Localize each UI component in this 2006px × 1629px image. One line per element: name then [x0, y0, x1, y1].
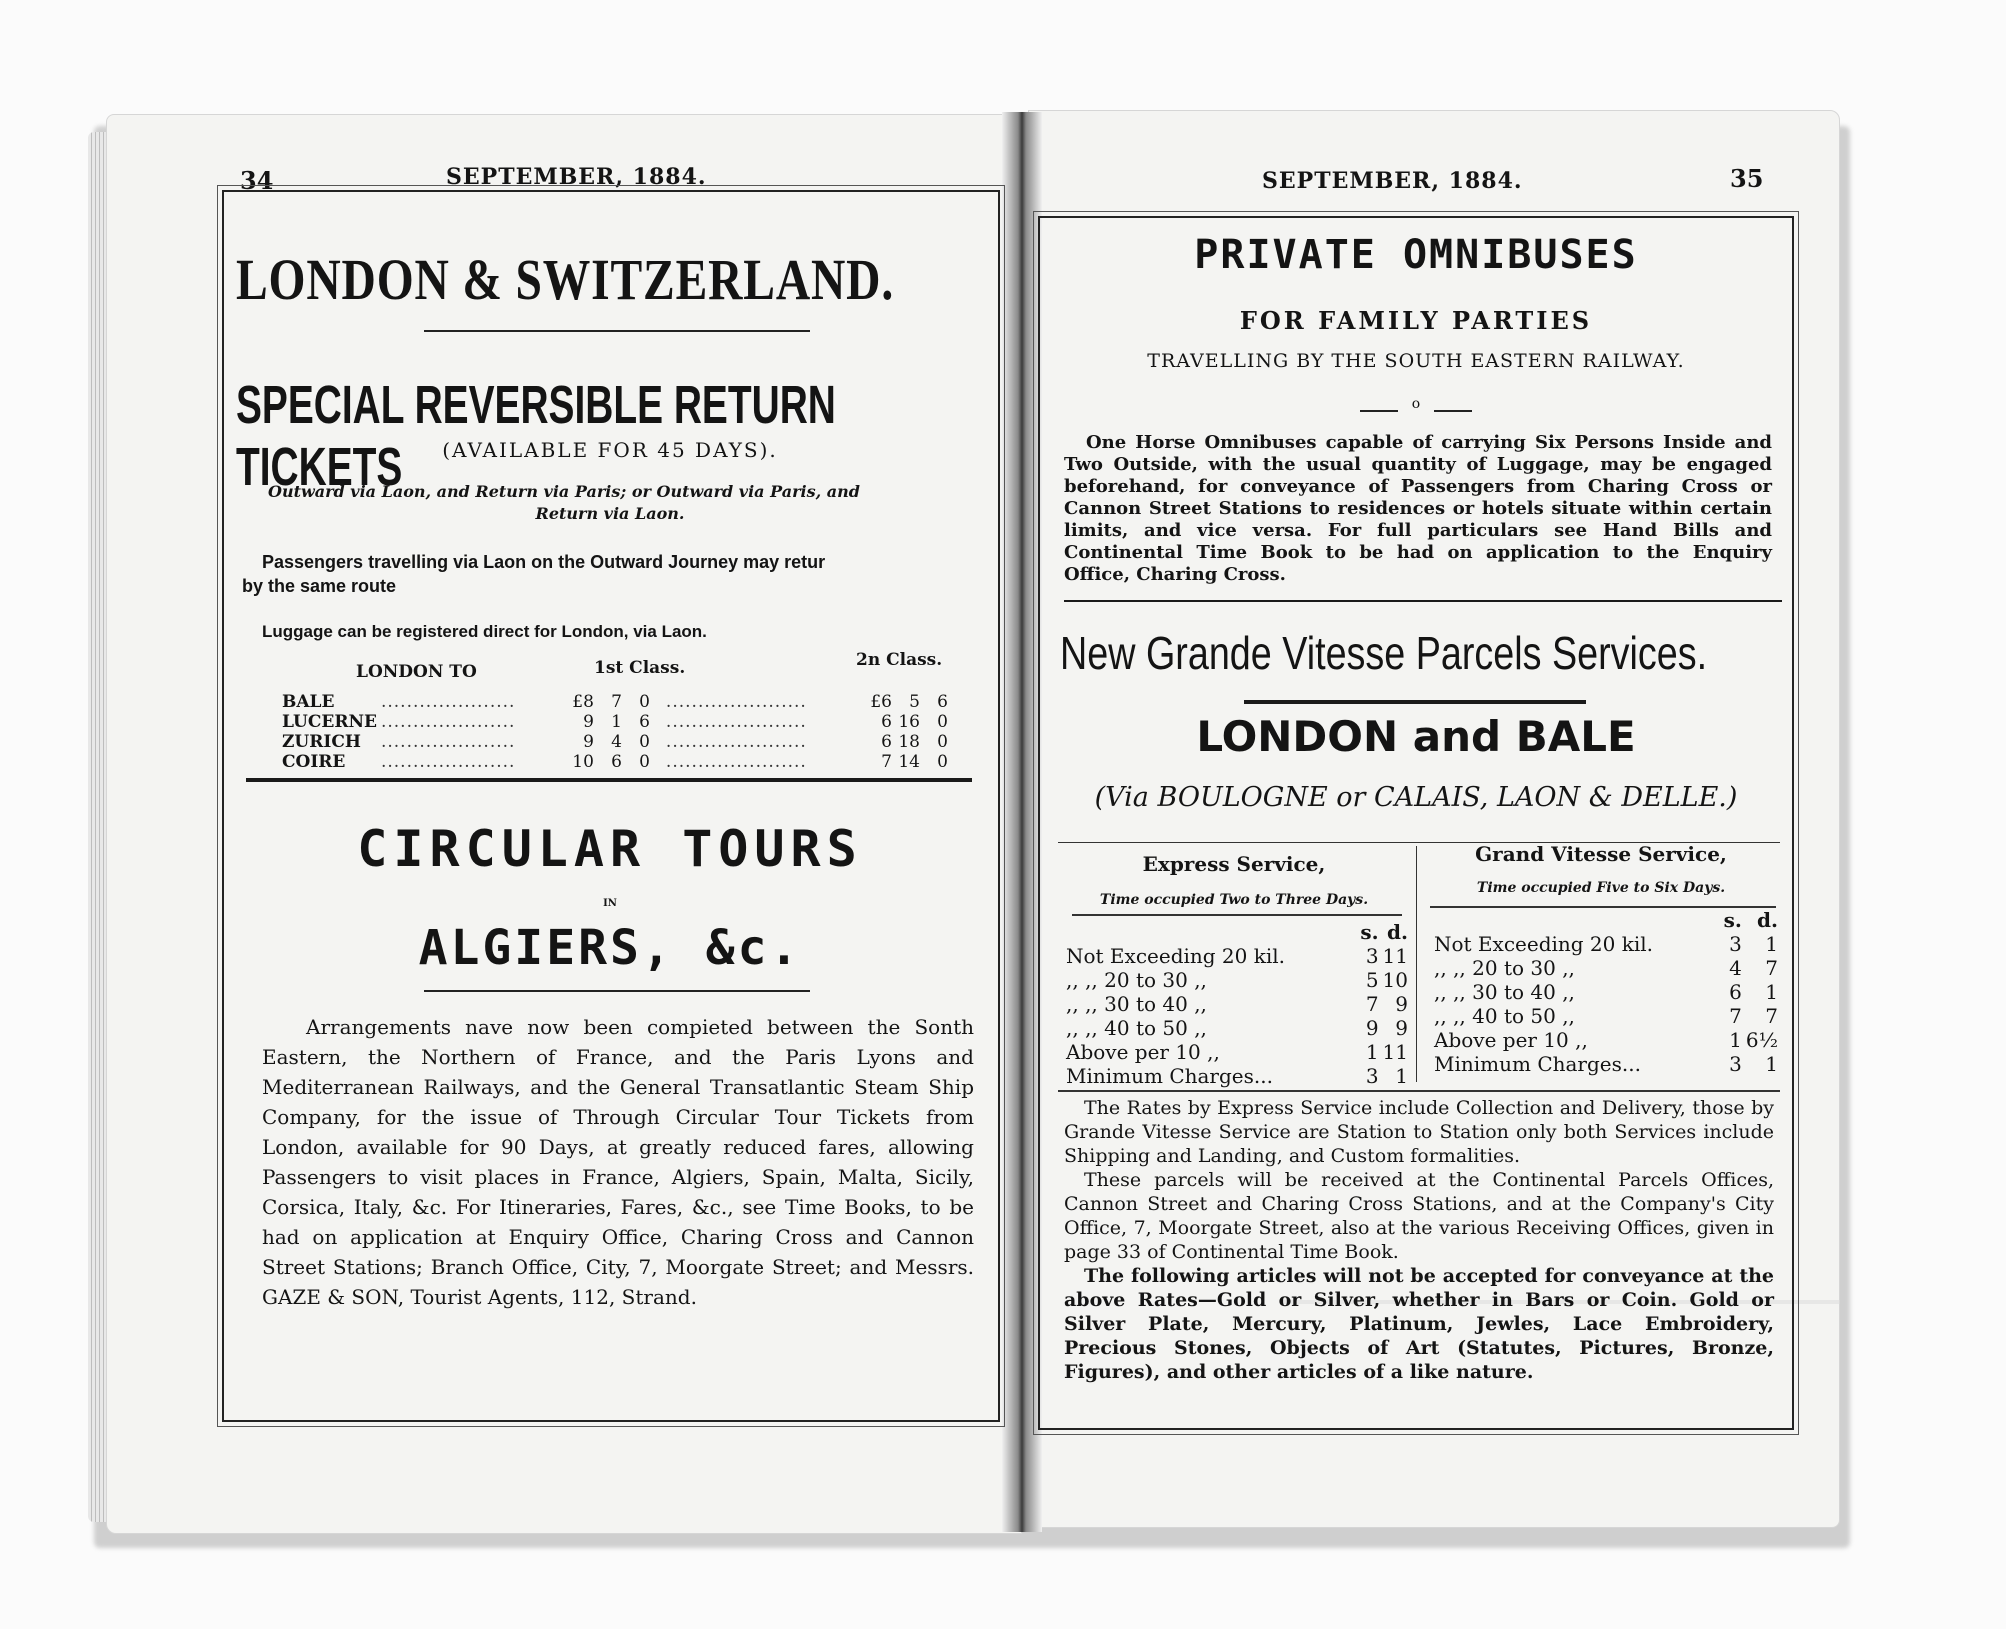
rate-shillings: 7	[1729, 1004, 1742, 1028]
fare-leader: ......................	[665, 712, 807, 732]
fare-leader: ......................	[665, 732, 807, 752]
fare-first-pounds: 10	[572, 752, 594, 772]
grand-vitesse-heading: Grand Vitesse Service,	[1475, 842, 1727, 866]
circular-tours-in: IN	[603, 898, 617, 909]
rate-shillings: 5	[1365, 968, 1379, 992]
omnibus-text: One Horse Omnibuses capable of carrying Six Persons Inside and Two Outside, with the usual quantity of Luggage, may be engaged beforehand, for conveyance of Passengers from Charing Cross or Cannon Street Stations to residences or hotels situate within certain limits, and vice versa. For full particulars see Hand Bills and Continental Time Book to be had on application to the Enquiry Office, Charing Cross.	[1064, 432, 1772, 585]
fare-header-from: LONDON TO	[356, 662, 477, 682]
rate-shillings: 3	[1365, 1064, 1379, 1088]
rates-row	[1432, 932, 1780, 956]
express-rates-table	[1064, 920, 1410, 1088]
fare-destination: BALE	[282, 692, 335, 712]
rate-pence: 9	[1395, 992, 1408, 1016]
rate-label: Above per 10 ,,	[1434, 1028, 1588, 1052]
rates-note-3-text: The following articles will not be accepted for conveyance at the above Rates—Gold or Silver, whether in Bars or Coin. Gold or Silver Plate, Mercury, Platinum, Jewles, Lace Embroidery, Precious Stones, Objects of Art (Statutes, Pictures, Bronze, Figures), and other articles of a like nature.	[1064, 1265, 1774, 1383]
rate-label: Not Exceeding 20 kil.	[1066, 944, 1286, 968]
family-parties-subtitle: FOR FAMILY PARTIES	[1239, 306, 1593, 335]
parcels-top-rule	[1064, 600, 1782, 602]
fare-first-shillings: 7	[611, 692, 622, 712]
rates-row	[1064, 944, 1410, 968]
rate-pence: 11	[1382, 944, 1408, 968]
rate-shillings: 4	[1729, 956, 1742, 980]
rates-row	[1064, 968, 1410, 992]
fare-first-pounds: 9	[583, 712, 594, 732]
rate-shillings: 3	[1729, 1052, 1742, 1076]
ornament: o	[1398, 396, 1434, 412]
circular-tours-title: CIRCULAR TOURS	[357, 820, 863, 878]
express-rule	[1072, 914, 1402, 916]
rate-pence: 1	[1395, 1064, 1408, 1088]
reversible-tickets-heading: SPECIAL REVERSIBLE RETURN TICKETS	[236, 375, 836, 497]
fare-header-second: 2n Class.	[856, 650, 943, 670]
rates-notes	[1064, 1096, 1774, 1384]
fare-destination: COIRE	[282, 752, 346, 772]
rate-shillings: 9	[1365, 1016, 1379, 1040]
right-page-number: 35	[1730, 164, 1764, 193]
fare-table	[280, 692, 950, 772]
rate-shillings: 1	[1365, 1040, 1379, 1064]
grand-vitesse-subheading: Time occupied Five to Six Days.	[1476, 880, 1726, 896]
fare-row	[280, 712, 950, 732]
fare-second-pounds: 6	[881, 732, 892, 752]
rate-shillings: 3	[1365, 944, 1379, 968]
fare-first-pence: 6	[639, 712, 650, 732]
fare-first-pence: 0	[639, 732, 650, 752]
rate-pence: 11	[1382, 1040, 1408, 1064]
private-omnibuses-title: PRIVATE OMNIBUSES	[1194, 232, 1638, 278]
rate-label: Above per 10 ,,	[1066, 1040, 1220, 1064]
rates-row	[1064, 992, 1410, 1016]
rate-pence: 9	[1395, 1016, 1408, 1040]
fare-leader: ......................	[665, 692, 807, 712]
fare-first-shillings: 4	[611, 732, 622, 752]
fare-second-shillings: 16	[898, 712, 920, 732]
fare-leader: ......................	[665, 752, 807, 772]
passengers-note-2: by the same route	[242, 576, 397, 596]
section-rule	[246, 778, 972, 782]
grand-vitesse-rates-table	[1432, 908, 1780, 1076]
fare-row	[280, 692, 950, 712]
fare-leader: .....................	[380, 732, 516, 752]
fare-first-pence: 0	[639, 692, 650, 712]
rates-header-d: d.	[1757, 908, 1778, 932]
route-via: (Via BOULOGNE or CALAIS, LAON & DELLE.)	[1094, 782, 1738, 813]
notes-top-rule	[1058, 1090, 1780, 1092]
fare-second-pence: 0	[937, 712, 948, 732]
fare-first-pounds: 9	[583, 732, 594, 752]
fare-second-pence: 0	[937, 752, 948, 772]
title-rule	[424, 330, 810, 332]
rate-pence: 1	[1765, 980, 1778, 1004]
book-gutter	[1002, 112, 1042, 1532]
rates-header-s: s.	[1360, 920, 1379, 944]
circular-tours-body	[262, 1012, 974, 1312]
fare-destination: ZURICH	[282, 732, 361, 752]
rate-label: Minimum Charges...	[1434, 1052, 1641, 1076]
rates-note-1-text: The Rates by Express Service include Collection and Delivery, those by Grande Vitesse Service are Station to Station only both Services include Shipping and Landing, and Custom formalities.	[1064, 1097, 1774, 1167]
rate-label: ,, ,, 20 to 30 ,,	[1066, 968, 1207, 992]
rates-row	[1432, 1028, 1780, 1052]
circular-tours-text: Arrangements nave now been compieted between the Sonth Eastern, the Northern of France, and the Paris Lyons and Mediterranean Railways, and the General Transatlantic Steam Ship Company, for the issue of Through Circular Tour Tickets from London, available for 90 Days, at greatly reduced fares, allowing Passengers to visit places in France, Algiers, Spain, Malta, Sicily, Corsica, Italy, &c. For Itineraries, Fares, &c., see Time Books, to be had on application at Enquiry Office, Charing Cross and Cannon Street Stations; Branch Office, City, 7, Moorgate Street; and Messrs. GAZE & SON, Tourist Agents, 112, Strand.	[262, 1015, 974, 1309]
fare-second-pounds: £6	[870, 692, 892, 712]
fare-leader: .....................	[380, 692, 516, 712]
rates-row	[1432, 1004, 1780, 1028]
rate-pence: 6½	[1745, 1028, 1778, 1052]
rates-row	[1432, 1052, 1780, 1076]
fare-row	[280, 752, 950, 772]
rates-header-s: s.	[1723, 908, 1742, 932]
algiers-rule	[424, 990, 810, 992]
right-running-head: SEPTEMBER, 1884.	[1262, 168, 1523, 194]
left-page-number: 34	[240, 166, 274, 195]
rate-pence: 1	[1765, 1052, 1778, 1076]
fare-second-shillings: 5	[909, 692, 920, 712]
fare-second-pounds: 6	[881, 712, 892, 732]
london-bale-title: LONDON and BALE	[1196, 712, 1636, 761]
rates-row	[1064, 1040, 1410, 1064]
fare-row	[280, 732, 950, 752]
fare-first-shillings: 6	[611, 752, 622, 772]
fare-second-shillings: 14	[898, 752, 920, 772]
rates-row	[1432, 956, 1780, 980]
rates-note-2	[1064, 1168, 1774, 1264]
rate-pence: 10	[1382, 968, 1408, 992]
rate-label: ,, ,, 40 to 50 ,,	[1066, 1016, 1207, 1040]
express-heading: Express Service,	[1142, 852, 1326, 876]
fare-second-pence: 0	[937, 732, 948, 752]
rate-label: Minimum Charges...	[1066, 1064, 1273, 1088]
algiers-title: ALGIERS, &c.	[418, 920, 802, 976]
rate-shillings: 1	[1729, 1028, 1742, 1052]
fare-header-first: 1st Class.	[594, 658, 686, 678]
south-eastern-subtitle: TRAVELLING BY THE SOUTH EASTERN RAILWAY.	[1147, 350, 1685, 372]
rates-header-row	[1432, 908, 1780, 932]
rate-label: Not Exceeding 20 kil.	[1434, 932, 1654, 956]
express-subheading: Time occupied Two to Three Days.	[1099, 892, 1369, 908]
fare-second-shillings: 18	[898, 732, 920, 752]
parcels-rule	[1244, 700, 1586, 704]
rates-note-1	[1064, 1096, 1774, 1168]
fare-first-shillings: 1	[611, 712, 622, 732]
rates-divider	[1416, 846, 1417, 1082]
rates-row	[1064, 1064, 1410, 1088]
left-running-head: SEPTEMBER, 1884.	[446, 164, 707, 190]
rates-header-blank	[1432, 908, 1716, 932]
rates-header-d: d.	[1387, 920, 1408, 944]
passengers-note-1: Passengers travelling via Laon on the Outward Journey may retur	[262, 552, 826, 572]
fare-destination: LUCERNE	[282, 712, 377, 732]
fare-second-pounds: 7	[881, 752, 892, 772]
london-switzerland-title: LONDON & SWITZERLAND.	[236, 247, 895, 312]
fare-second-pence: 6	[937, 692, 948, 712]
omnibus-body	[1064, 432, 1772, 586]
rates-note-3	[1064, 1264, 1774, 1384]
rate-pence: 7	[1765, 956, 1778, 980]
routes-line-2: Return via Laon.	[535, 504, 685, 523]
rate-pence: 7	[1765, 1004, 1778, 1028]
availability-note: (AVAILABLE FOR 45 DAYS).	[442, 438, 778, 462]
parcels-title: New Grande Vitesse Parcels Services.	[1060, 627, 1708, 679]
fare-first-pence: 0	[639, 752, 650, 772]
rates-note-2-text: These parcels will be received at the Continental Parcels Offices, Cannon Street and Charing Cross Stations, and at the Company's City Office, 7, Moorgate Street, also at the various Receiving Offices, given in page 33 of Continental Time Book.	[1064, 1169, 1774, 1263]
rate-label: ,, ,, 40 to 50 ,,	[1434, 1004, 1575, 1028]
rate-label: ,, ,, 20 to 30 ,,	[1434, 956, 1575, 980]
rate-label: ,, ,, 30 to 40 ,,	[1066, 992, 1207, 1016]
fare-first-pounds: £8	[572, 692, 594, 712]
rates-header-row	[1064, 920, 1410, 944]
rates-row	[1064, 1016, 1410, 1040]
rate-label: ,, ,, 30 to 40 ,,	[1434, 980, 1575, 1004]
luggage-note: Luggage can be registered direct for London, via Laon.	[262, 622, 707, 641]
rate-shillings: 7	[1365, 992, 1379, 1016]
fare-leader: .....................	[380, 712, 516, 732]
rate-pence: 1	[1765, 932, 1778, 956]
fare-leader: .....................	[380, 752, 516, 772]
rate-shillings: 3	[1729, 932, 1742, 956]
rates-row	[1432, 980, 1780, 1004]
routes-line-1: Outward via Laon, and Return via Paris; or Outward via Paris, and	[268, 482, 860, 501]
rate-shillings: 6	[1729, 980, 1742, 1004]
rates-header-blank	[1064, 920, 1353, 944]
